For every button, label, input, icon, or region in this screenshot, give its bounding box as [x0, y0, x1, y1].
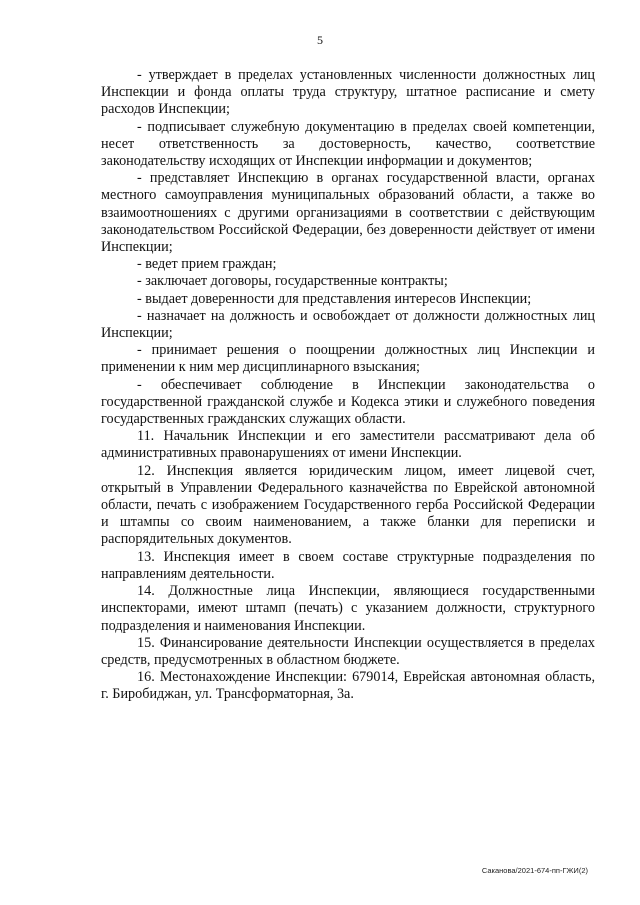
- paragraph-issues-powers-of-attorney: - выдает доверенности для представления интересов Инспекции;: [137, 290, 532, 307]
- paragraph-item-16: 16. Местонахождение Инспекции: 679014, Еврейская автономная область, г. Биробиджан, ул. Трансформаторная, 3а.: [101, 669, 595, 703]
- paragraph-represents-inspection: - представляет Инспекцию в органах государственной власти, органах местного самоуправления муниципальных образований области, а также во взаимоотношениях с другими организациями в соответствии с действующим законодательством Российской Федерации, без доверенности действует от имени Инспекции;: [101, 170, 595, 256]
- document-footer-code: Саканова/2021-674-пп-ГЖИ(2): [481, 866, 588, 875]
- page-number: 5: [317, 33, 323, 47]
- paragraph-item-15: 15. Финансирование деятельности Инспекции осуществляется в пределах средств, предусмотренных в областном бюджете.: [101, 634, 595, 668]
- document-body: [101, 67, 595, 704]
- paragraph-concludes-contracts: - заключает договоры, государственные контракты;: [137, 273, 448, 290]
- paragraph-item-13: 13. Инспекция имеет в своем составе структурные подразделения по направлениям деятельности.: [101, 548, 595, 582]
- paragraph-receives-citizens: - ведет прием граждан;: [137, 256, 277, 273]
- paragraph-approves-structure: - утверждает в пределах установленных численности должностных лиц Инспекции и фонда оплаты труда структуру, штатное расписание и смету расходов Инспекции;: [101, 67, 595, 118]
- paragraph-signs-documentation: - подписывает служебную документацию в пределах своей компетенции, несет ответственность за достоверность, качество, соответствие законодательству исходящих от Инспекции информации и документов;: [101, 118, 595, 170]
- paragraph-item-14: 14. Должностные лица Инспекции, являющиеся государственными инспекторами, имеют штамп (печать) с указанием должности, структурного подразделения и наименования Инспекции.: [101, 583, 595, 634]
- paragraph-item-12: 12. Инспекция является юридическим лицом, имеет лицевой счет, открытый в Управлении Федерального казначейства по Еврейской автономной области, печать с изображением Государственного герба Российской Федерации и штампы со своим наименованием, а также бланки для переписки и распорядительных документов.: [101, 462, 595, 548]
- paragraph-item-11: 11. Начальник Инспекции и его заместители рассматривают дела об административных правонарушениях от имени Инспекции.: [101, 428, 595, 462]
- paragraph-rewards-and-discipline: - принимает решения о поощрении должностных лиц Инспекции и применении к ним мер дисциплинарного взыскания;: [101, 342, 595, 376]
- paragraph-ensures-compliance: - обеспечивает соблюдение в Инспекции законодательства о государственной гражданской службе и Кодекса этики и служебного поведения государственных гражданских служащих области.: [101, 376, 595, 428]
- paragraph-appoints-officials: - назначает на должность и освобождает от должности должностных лиц Инспекции;: [101, 307, 595, 342]
